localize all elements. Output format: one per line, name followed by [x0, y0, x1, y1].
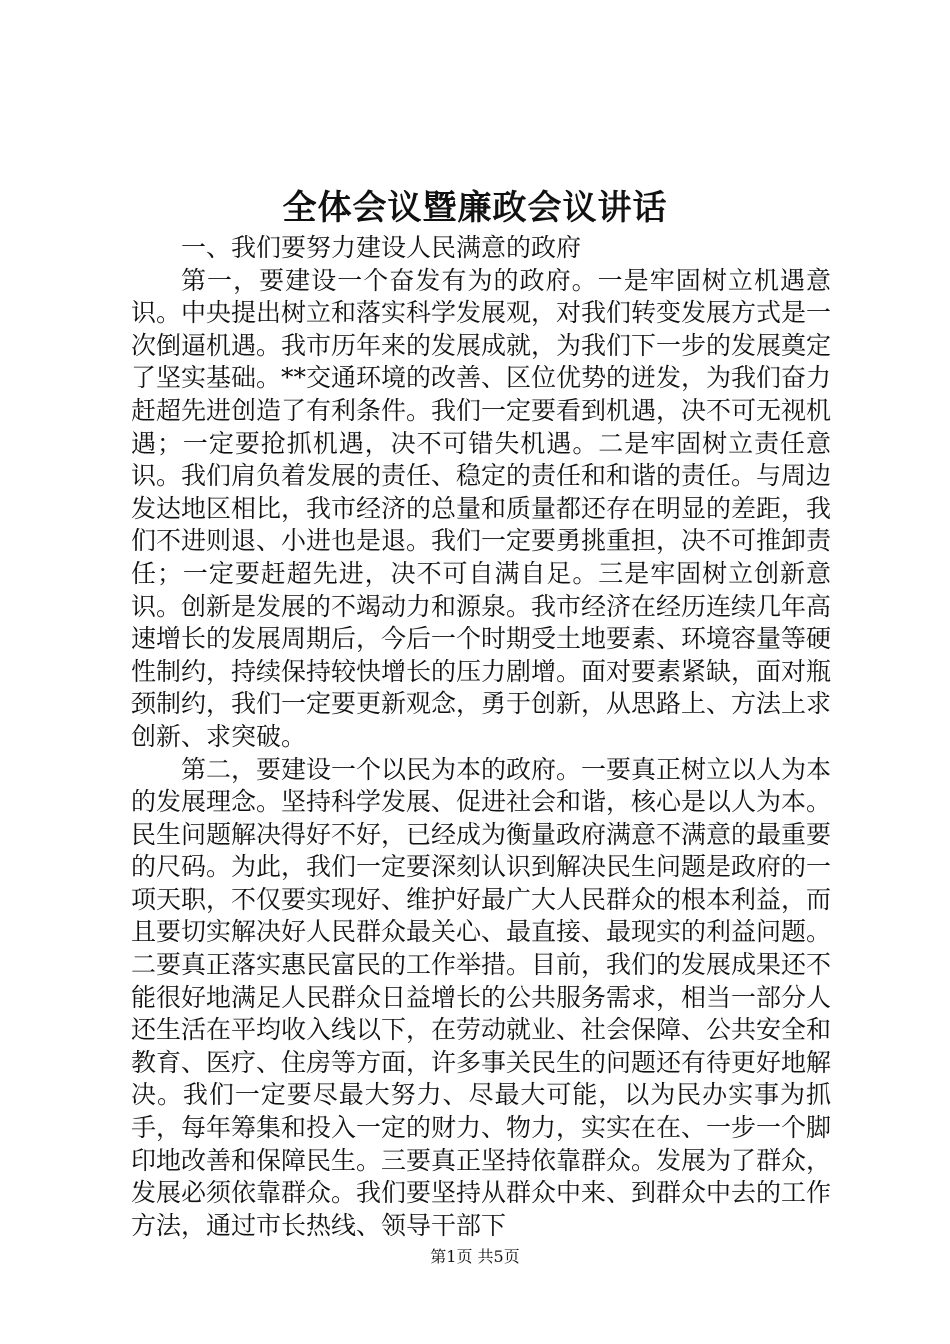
page-footer: 第1页 共5页	[430, 1247, 520, 1266]
document-title: 全体会议暨廉政会议讲话	[282, 188, 668, 228]
paragraph-second: 第二，要建设一个以民为本的政府。一要真正树立以人为本的发展理念。坚持科学发展、促进社会和谐，核心是以人为本。民生问题解决得好不好，已经成为衡量政府满意不满意的最重要的尺码。为此，我们一定要深刻认识到解决民生问题是政府的一项天职，不仅要实现好、维护好最广大人民群众的根本利益，而且要切实解决好人民群众最关心、最直接、最现实的利益问题。二要真正落实惠民富民的工作举措。目前，我们的发展成果还不能很好地满足人民群众日益增长的公共服务需求，相当一部分人还生活在平均收入线以下，在劳动就业、社会保障、公共安全和教育、医疗、住房等方面，许多事关民生的问题还有待更好地解决。我们一定要尽最大努力、尽最大可能，以为民办实事为抓手，每年筹集和投入一定的财力、物力，实实在在、一步一个脚印地改善和保障民生。三要真正坚持依靠群众。发展为了群众，发展必须依靠群众。我们要坚持从群众中来、到群众中去的工作方法，通过市长热线、领导干部下	[131, 754, 832, 1240]
paragraph-first: 第一，要建设一个奋发有为的政府。一是牢固树立机遇意识。中央提出树立和落实科学发展观，对我们转变发展方式是一次倒逼机遇。我市历年来的发展成就，为我们下一步的发展奠定了坚实基础。**交通环境的改善、区位优势的迸发，为我们奋力赶超先进创造了有利条件。我们一定要看到机遇，决不可无视机遇；一定要抢抓机遇，决不可错失机遇。二是牢固树立责任意识。我们肩负着发展的责任、稳定的责任和和谐的责任。与周边发达地区相比，我市经济的总量和质量都还存在明显的差距，我们不进则退、小进也是退。我们一定要勇挑重担，决不可推卸责任；一定要赶超先进，决不可自满自足。三是牢固树立创新意识。创新是发展的不竭动力和源泉。我市经济在经历连续几年高速增长的发展周期后，今后一个时期受土地要素、环境容量等硬性制约，持续保持较快增长的压力剧增。面对要素紧缺，面对瓶颈制约，我们一定要更新观念，勇于创新，从思路上、方法上求创新、求突破。	[131, 265, 832, 751]
document-body	[131, 232, 831, 1242]
section-heading: 一、我们要努力建设人民满意的政府	[181, 233, 582, 262]
